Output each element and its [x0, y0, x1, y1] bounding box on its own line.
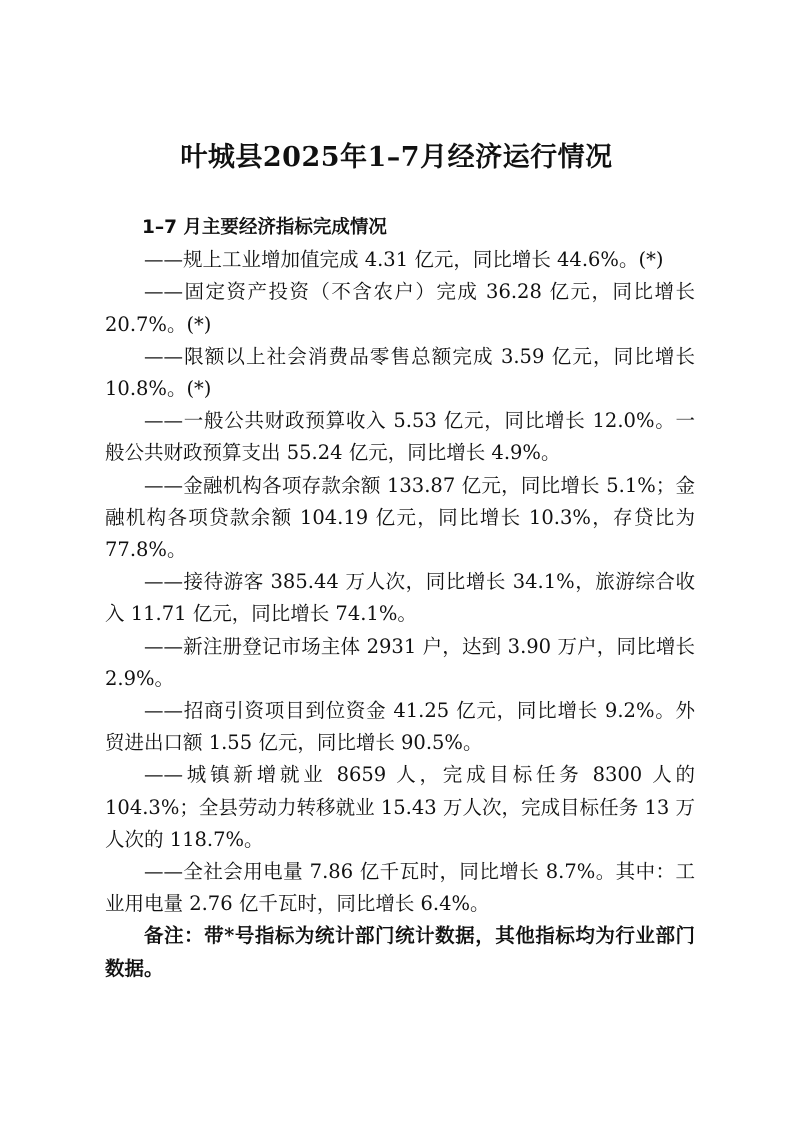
section-heading: 1–7 月主要经济指标完成情况	[142, 217, 387, 238]
indicator-employment: ——城镇新增就业 8659 人，完成目标任务 8300 人的 104.3%；全县劳动力转移就业 15.43 万人次，完成目标任务 13 万人次的 118.7%。	[105, 763, 695, 851]
indicator-public-finance: ——一般公共财政预算收入 5.53 亿元，同比增长 12.0%。一般公共财政预算支出 55.24 亿元，同比增长 4.9%。	[105, 409, 695, 465]
indicator-tourism: ——接待游客 385.44 万人次，同比增长 34.1%，旅游综合收入 11.71 亿元，同比增长 74.1%。	[105, 570, 695, 626]
indicator-industrial-value: ——规上工业增加值完成 4.31 亿元，同比增长 44.6%。(*)	[144, 248, 664, 272]
indicator-electricity: ——全社会用电量 7.86 亿千瓦时，同比增长 8.7%。其中：工业用电量 2.76 亿千瓦时，同比增长 6.4%。	[105, 860, 695, 916]
document-title: 叶城县2025年1–7月经济运行情况	[180, 142, 613, 173]
indicator-retail-sales: ——限额以上社会消费品零售总额完成 3.59 亿元，同比增长 10.8%。(*)	[105, 344, 695, 401]
indicator-fixed-asset-investment: ——固定资产投资（不含农户）完成 36.28 亿元，同比增长 20.7%。(*)	[105, 280, 695, 336]
indicator-investment-trade: ——招商引资项目到位资金 41.25 亿元，同比增长 9.2%。外贸进出口额 1.55 亿元，同比增长 90.5%。	[105, 699, 695, 755]
footnote: 备注：带*号指标为统计部门统计数据，其他指标均为行业部门数据。	[105, 924, 695, 980]
indicator-financial-deposits-loans: ——金融机构各项存款余额 133.87 亿元，同比增长 5.1%；金融机构各项贷款余额 104.19 亿元，同比增长 10.3%，存贷比为 77.8%。	[105, 473, 695, 562]
indicator-market-entities: ——新注册登记市场主体 2931 户，达到 3.90 万户，同比增长 2.9%。	[105, 634, 695, 690]
document-body	[105, 212, 695, 985]
